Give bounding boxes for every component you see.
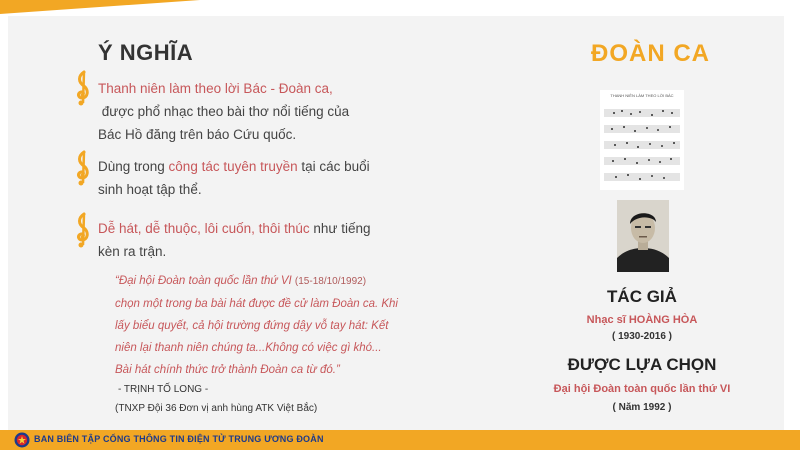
anthem-title: ĐOÀN CA bbox=[591, 40, 710, 67]
selected-label: ĐƯỢC LỰA CHỌN bbox=[567, 355, 717, 374]
congress-name: Đại hội Đoàn toàn quốc lần thứ VI bbox=[553, 383, 731, 395]
quote-author: - TRỊNH TỐ LONG - bbox=[118, 384, 209, 395]
bullet-2-highlight: công tác tuyên truyền bbox=[168, 159, 298, 174]
composer-years: ( 1930-2016 ) bbox=[611, 331, 673, 342]
sheet-music-title: THANH NIÊN LÀM THEO LỜI BÁC bbox=[610, 93, 674, 98]
bullet-2-post: tại các buổi bbox=[297, 159, 370, 174]
treble-clef-icon bbox=[72, 70, 94, 106]
music-staff-lines bbox=[600, 90, 684, 190]
youth-union-logo-icon bbox=[14, 432, 30, 448]
congress-year: ( Năm 1992 ) bbox=[612, 402, 672, 413]
quote-block bbox=[115, 270, 405, 381]
composer-portrait-photo bbox=[617, 200, 669, 272]
quote-author-unit: (TNXP Đội 36 Đơn vị anh hùng ATK Việt Bắc) bbox=[115, 403, 318, 414]
quote-line-5: Bài hát chính thức trở thành Đoàn ca từ đó.” bbox=[115, 364, 340, 376]
bullet-3 bbox=[98, 217, 370, 263]
bullet-1-line2: được phổ nhạc theo bài thơ nổi tiếng của bbox=[98, 104, 350, 119]
bullet-3-post: như tiếng bbox=[309, 221, 371, 236]
quote-date: (15-18/10/1992) bbox=[294, 276, 367, 287]
footer-text: BAN BIÊN TẬP CỔNG THÔNG TIN ĐIỆN TỬ TRUNG ƯƠNG ĐOÀN bbox=[34, 434, 324, 444]
bullet-1-highlight: Thanh niên làm theo lời Bác - Đoàn ca, bbox=[98, 81, 333, 96]
bullet-3-highlight: Dễ hát, dễ thuộc, lôi cuốn, thôi thúc bbox=[98, 221, 310, 236]
quote-line-4: niên lại thanh niên chúng ta...Không có việc gì khó... bbox=[115, 342, 382, 354]
bullet-2 bbox=[98, 155, 370, 201]
bullet-2-pre: Dùng trong bbox=[98, 159, 169, 174]
composer-name: Nhạc sĩ HOÀNG HÒA bbox=[586, 314, 698, 326]
treble-clef-icon bbox=[72, 150, 94, 186]
bullet-2-line2: sinh hoạt tập thể. bbox=[98, 182, 202, 197]
quote-line-1: “Đại hội Đoàn toàn quốc lần thứ VI bbox=[115, 275, 292, 287]
bullet-1-line3: Bác Hồ đăng trên báo Cứu quốc. bbox=[98, 127, 297, 142]
bullet-1 bbox=[98, 77, 349, 146]
quote-line-3: lấy biểu quyết, cả hội trường đứng dậy vỗ tay hát: Kết bbox=[115, 320, 389, 332]
meaning-title: Ý NGHĨA bbox=[98, 40, 194, 65]
quote-line-2: chọn một trong ba bài hát được đề cử làm Đoàn ca. Khi bbox=[115, 298, 398, 310]
corner-decoration bbox=[0, 0, 200, 14]
bullet-3-line2: kèn ra trận. bbox=[98, 244, 167, 259]
treble-clef-icon bbox=[72, 212, 94, 248]
author-label: TÁC GIẢ bbox=[607, 287, 677, 306]
sheet-music-image bbox=[600, 90, 684, 190]
